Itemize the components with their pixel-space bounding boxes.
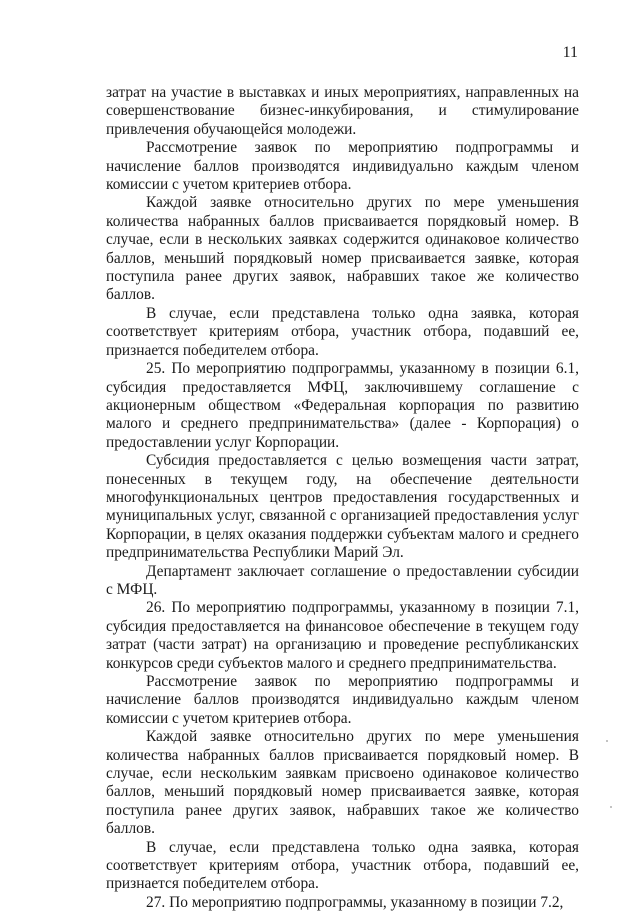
- paragraph-10: Каждой заявке относительно других по мере уменьшения количества набранных баллов присваивается порядковый номер. В случае, если нескольким заявкам присвоено одинаковое количество баллов, меньший порядковый номер присваивается заявке, которая поступила ранее других заявок, набравших такое же количество баллов.: [106, 728, 579, 838]
- paragraph-3: Каждой заявке относительно других по мере уменьшения количества набранных баллов присваивается порядковый номер. В случае, если в нескольких заявках содержится одинаковое количество баллов, меньший порядковый номер присваивается заявке, которая поступила ранее других заявок, набравших такое же количество баллов.: [106, 194, 579, 304]
- page-number: 11: [562, 44, 578, 61]
- paragraph-12-item-27: 27. По мероприятию подпрограммы, указанному в позиции 7.2,: [146, 893, 564, 911]
- scan-speck: [606, 740, 608, 742]
- paragraph-11: В случае, если представлена только одна заявка, которая соответствует критериям отбора, участник отбора, подавший ее, признается победителем отбора.: [106, 838, 579, 893]
- paragraph-4: В случае, если представлена только одна заявка, которая соответствует критериям отбора, участник отбора, подавший ее, признается победителем отбора.: [106, 304, 579, 359]
- paragraph-9: Рассмотрение заявок по мероприятию подпрограммы и начисление баллов производятся индивидуально каждым членом комиссии с учетом критериев отбора.: [106, 673, 579, 727]
- document-body: [106, 84, 579, 912]
- scan-speck: [610, 806, 612, 808]
- paragraph-6: Субсидия предоставляется с целью возмещения части затрат, понесенных в текущем году, на обеспечение деятельности многофункциональных центров предоставления государственных и муниципальных услуг, связанной с организацией предоставления услуг Корпорации, в целях оказания поддержки субъектам малого и среднего предпринимательства Республики Марий Эл.: [106, 452, 579, 562]
- paragraph-2: Рассмотрение заявок по мероприятию подпрограммы и начисление баллов производятся индивидуально каждым членом комиссии с учетом критериев отбора.: [106, 139, 579, 194]
- paragraph-7: Департамент заключает соглашение о предоставлении субсидии с МФЦ.: [106, 562, 579, 598]
- paragraph-1: затрат на участие в выставках и иных мероприятиях, направленных на совершенствование бизнес-инкубирования, и стимулирование привлечения обучающейся молодежи.: [106, 84, 579, 138]
- paragraph-5-item-25: 25. По мероприятию подпрограммы, указанному в позиции 6.1, субсидия предоставляется МФЦ, заключившему соглашение с акционерным обществом «Федеральная корпорация по развитию малого и среднего предпринимательства» (далее - Корпорация) о предоставлении услуг Корпорации.: [106, 360, 579, 451]
- paragraph-8-item-26: 26. По мероприятию подпрограммы, указанному в позиции 7.1, субсидия предоставляется на финансовое обеспечение в текущем году затрат (части затрат) на организацию и проведение республиканских конкурсов среди субъектов малого и среднего предпринимательства.: [106, 599, 579, 672]
